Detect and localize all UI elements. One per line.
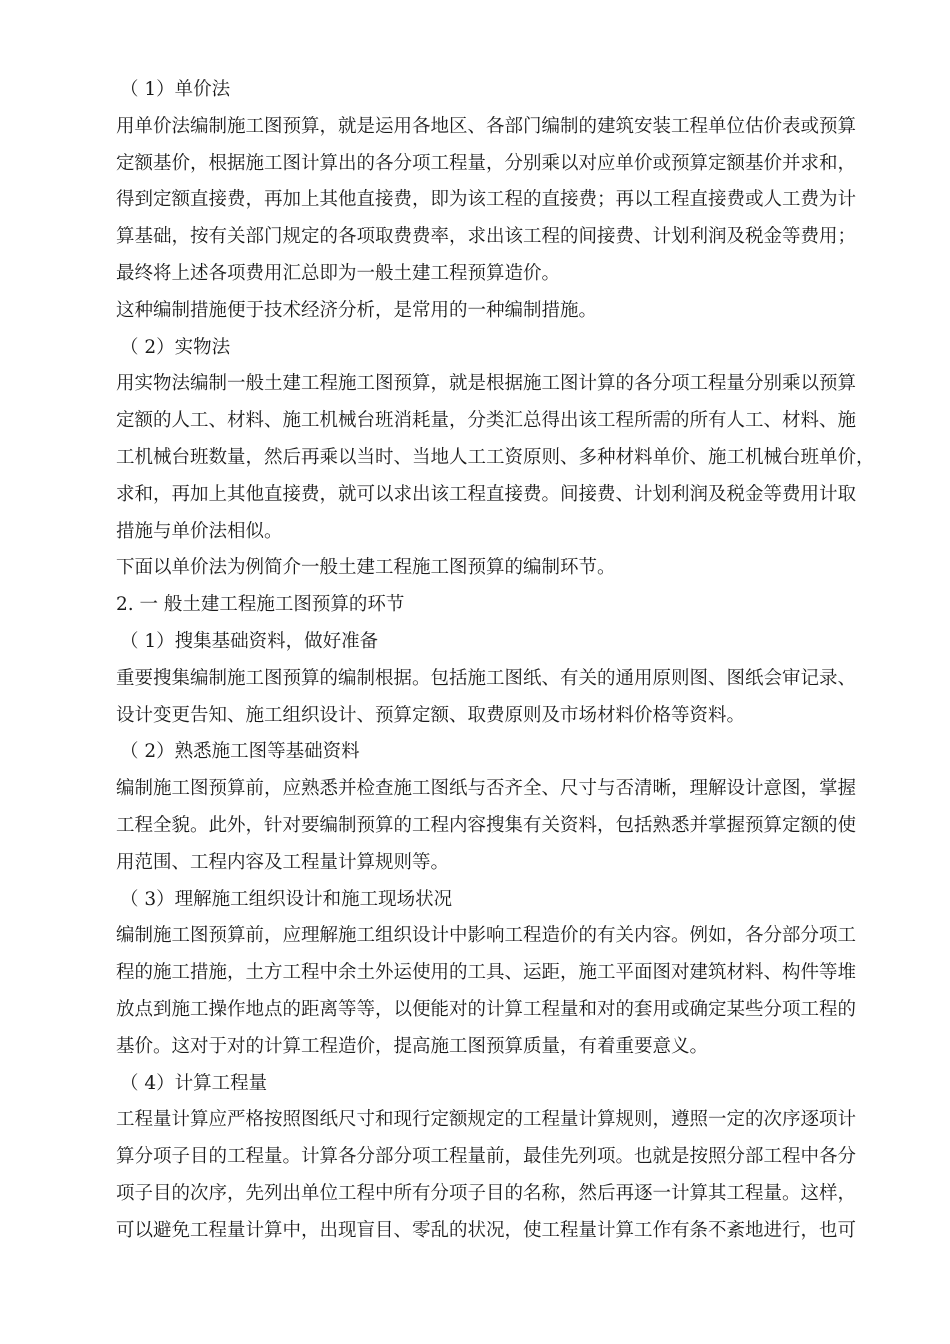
paragraph-line: 工机械台班数量，然后再乘以当时、当地人工工资原则、多种材料单价、施工机械台班单价， <box>116 446 875 468</box>
paragraph-line: 工程量计算应严格按照图纸尺寸和现行定额规定的工程量计算规则，遵照一定的次序逐项计 <box>116 1109 857 1131</box>
paragraph-line: 得到定额直接费，再加上其他直接费，即为该工程的直接费；再以工程直接费或人工费为计 <box>116 189 857 211</box>
subsection-heading-familiarize: （ 2）熟悉施工图等基础资料 <box>120 741 360 763</box>
paragraph-line: 基价。这对于对的计算工程造价，提高施工图预算质量，有着重要意义。 <box>116 1035 709 1057</box>
paragraph-line: 最终将上述各项费用汇总即为一般土建工程预算造价。 <box>116 262 561 284</box>
paragraph-line: 用单价法编制施工图预算，就是运用各地区、各部门编制的建筑安装工程单位估价表或预算 <box>116 115 857 137</box>
paragraph-line: 可以避免工程量计算中，出现盲目、零乱的状况，使工程量计算工作有条不紊地进行，也可 <box>116 1219 857 1241</box>
subsection-heading-quantity-calc: （ 4）计算工程量 <box>120 1072 268 1094</box>
paragraph-line: 用实物法编制一般土建工程施工图预算，就是根据施工图计算的各分项工程量分别乘以预算 <box>116 373 857 395</box>
paragraph-line: 这种编制措施便于技术经济分析，是常用的一种编制措施。 <box>116 299 598 321</box>
paragraph-line: 重要搜集编制施工图预算的编制根据。包括施工图纸、有关的通用原则图、图纸会审记录、 <box>116 667 857 689</box>
paragraph-line: 设计变更告知、施工组织设计、预算定额、取费原则及市场材料价格等资料。 <box>116 704 746 726</box>
paragraph-line: 算基础，按有关部门规定的各项取费费率，求出该工程的间接费、计划利润及税金等费用； <box>116 226 857 248</box>
paragraph-line: 算分项子目的工程量。计算各分部分项工程量前，最佳先列项。也就是按照分部工程中各分 <box>116 1146 857 1168</box>
paragraph-line: 下面以单价法为例简介一般土建工程施工图预算的编制环节。 <box>116 557 616 579</box>
paragraph-line: 定额的人工、材料、施工机械台班消耗量，分类汇总得出该工程所需的所有人工、材料、施 <box>116 410 857 432</box>
paragraph-line: 定额基价，根据施工图计算出的各分项工程量，分别乘以对应单价或预算定额基价并求和， <box>116 152 857 174</box>
document-body <box>116 72 892 1250</box>
paragraph-line: 编制施工图预算前，应熟悉并检查施工图纸与否齐全、尺寸与否清晰，理解设计意图，掌握 <box>116 778 857 800</box>
section-heading-steps: 2. 一 般土建工程施工图预算的环节 <box>116 594 405 616</box>
paragraph-line: 求和，再加上其他直接费，就可以求出该工程直接费。间接费、计划利润及税金等费用计取 <box>116 483 857 505</box>
paragraph-line: 工程全貌。此外，针对要编制预算的工程内容搜集有关资料，包括熟悉并掌握预算定额的使 <box>116 814 857 836</box>
paragraph-line: 项子目的次序，先列出单位工程中所有分项子目的名称，然后再逐一计算其工程量。这样， <box>116 1182 857 1204</box>
section-heading-unit-price-method: （ 1）单价法 <box>120 79 231 100</box>
section-heading-physical-method: （ 2）实物法 <box>120 336 231 358</box>
subsection-heading-collect-data: （ 1）搜集基础资料，做好准备 <box>120 630 379 652</box>
paragraph-line: 程的施工措施，土方工程中余土外运使用的工具、运距，施工平面图对建筑材料、构件等堆 <box>116 962 857 984</box>
paragraph-line: 编制施工图预算前，应理解施工组织设计中影响工程造价的有关内容。例如，各分部分项工 <box>116 925 857 947</box>
paragraph-line: 放点到施工操作地点的距离等等，以便能对的计算工程量和对的套用或确定某些分项工程的 <box>116 998 857 1020</box>
subsection-heading-site-conditions: （ 3）理解施工组织设计和施工现场状况 <box>120 888 453 910</box>
paragraph-line: 措施与单价法相似。 <box>116 520 283 542</box>
paragraph-line: 用范围、工程内容及工程量计算规则等。 <box>116 851 450 873</box>
